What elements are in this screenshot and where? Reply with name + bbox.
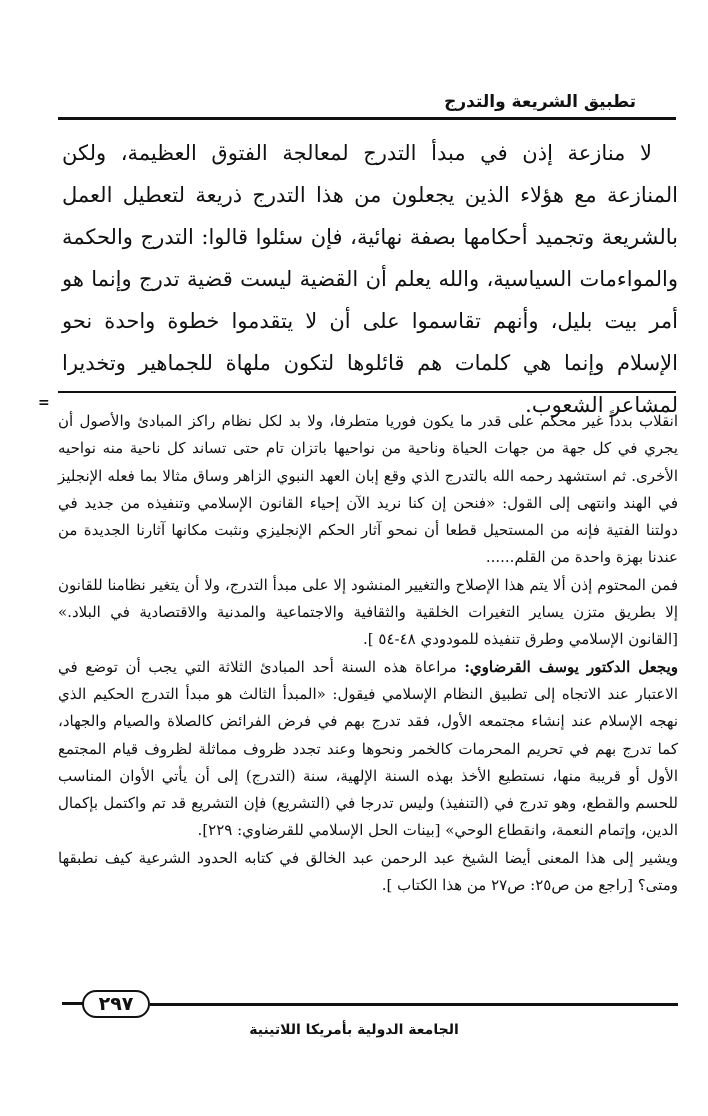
page-number-ornament <box>62 1002 84 1005</box>
publisher-name: الجامعة الدولية بأمريكا اللاتينية <box>249 1022 459 1038</box>
header-rule <box>58 117 676 120</box>
main-body <box>62 132 678 426</box>
footnotes-block <box>58 408 678 899</box>
footnote-paragraph-4: ويشير إلى هذا المعنى أيضا الشيخ عبد الرحمن عبد الخالق في كتابه الحدود الشرعية كيف نطبقها ومتى؟ [راجع من ص٢٥: ص٢٧ من هذا الكتاب ]. <box>58 848 678 895</box>
running-header-title: تطبيق الشريعة والتدرج <box>444 92 636 112</box>
footnote-paragraph-3 <box>58 654 678 845</box>
footnote-lead-author: ويجعل الدكتور يوسف القرضاوي: <box>464 657 678 676</box>
footer-rule <box>150 1003 678 1006</box>
main-paragraph: لا منازعة إذن في مبدأ التدرج لمعالجة الفتوق العظيمة، ولكن المنازعة مع هؤلاء الذين يجعلون من هذا التدرج ذريعة لتعطيل العمل بالشريعة وتجميد أحكامها بصفة نهائية، فإن سئلوا قالوا: التدرج والحكمة والمواءمات السياسية، والله يعلم أن القضية ليست قضية تدرج وإنما هو أمر بيت بليل، وأنهم تقاسموا على أن لا يتقدموا خطوة واحدة نحو الإسلام وإنما هي كلمات هم قائلوها لتكون ملهاة للجماهير وتخديرا لمشاعر الشعوب. <box>62 141 678 417</box>
footnote-paragraph-3-text: مراعاة هذه السنة أحد المبادئ الثلاثة التي يجب أن توضع في الاعتبار عند الاتجاه إلى تطبيق النظام الإسلامي فيقول: «المبدأ الثالث هو مبدأ التدرج الحكيم الذي نهجه الإسلام عند إنشاء مجتمعه الأول، فقد تدرج بهم في فرض الفرائض كالصلاة والصيام والجهاد، كما تدرج بهم في تحريم المحرمات كالخمر ونحوها وعند تجدد ظروف مماثلة لظروف قيام المجتمع الأول أو قريبة منها، نستطيع الأخذ بهذه السنة الإلهية، سنة (التدرج) إلى أن يأتي الأوان المناسب للحسم والقطع، وهو تدرج في (التنفيذ) وليس تدرجا في (التشريع) فإن التشريع قد تم واكتمل بإكمال الدين، وإتمام النعمة، وانقطاع الوحي» [بينات الحل الإسلامي للقرضاوي: ٢٢٩]. <box>58 657 678 840</box>
footnote-continuation-marker: = <box>38 395 50 411</box>
page-number-text: ٢٩٧ <box>98 993 134 1015</box>
footnote-paragraph-1: انقلاب بدداً غير محكم على قدر ما يكون فوريا متطرفا، ولا بد لكل نظام راكز المبادئ والأصول أن يجري في كل جهة من جهات الحياة وناحية من نواحيها باتزان تام حتى تساند كل ناحية منه نواحيه الأخرى. ثم استشهد رحمه الله بالتدرج الذي وقع إبان العهد النبوي الزاهر وساق مثالا بما فعله الإنجليز في الهند وانتهى إلى القول: «فنحن إن كنا نريد الآن إحياء القانون الإسلامي وتنفيذه من جديد في دولتنا الفتية فإنه من المستحيل قطعا أن نمحو آثار الحكم الإنجليزي ونثبت مكانها آثارنا الجديدة من عندنا بهزة واحدة من القلم...... <box>58 412 678 567</box>
footnote-separator <box>58 391 676 393</box>
footnote-paragraph-2: فمن المحتوم إذن ألا يتم هذا الإصلاح والتغيير المنشود إلا على مبدأ التدرج، ولا أن يتغير نظامنا للقانون إلا بطريق متزن يساير التغيرات الخلقية والثقافية والاجتماعية والمدنية والاقتصادية في البلاد.» [القانون الإسلامي وطرق تنفيذه للمودودي ٤٨-٥٤ ]. <box>58 575 678 649</box>
page-number <box>82 990 150 1018</box>
